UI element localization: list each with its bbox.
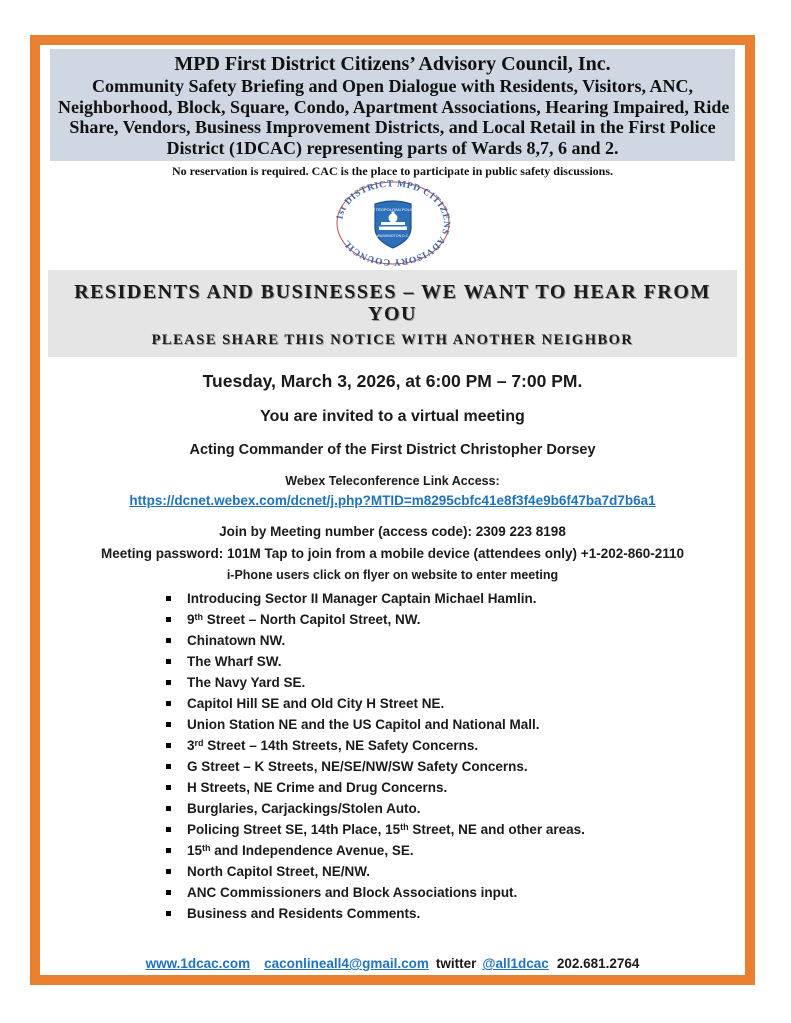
svg-text:WASHINGTON D.C.: WASHINGTON D.C. [376, 234, 409, 238]
list-item [166, 738, 737, 753]
header-subtitle-line-4: District (1DCAC) representing parts of Wards 8,7, 6 and 2. [166, 137, 619, 158]
banner-headline: RESIDENTS AND BUSINESSES – WE WANT TO HEAR FROM YOU [74, 281, 711, 325]
list-item-text: Introducing Sector II Manager Captain Michael Hamlin. [187, 591, 537, 606]
list-item-text: Union Station NE and the US Capitol and National Mall. [187, 717, 540, 732]
bullet-icon [166, 806, 171, 811]
list-item [166, 780, 737, 795]
bullet-icon [166, 701, 171, 706]
header-subtitle-line-3: Share, Vendors, Business Improvement Districts, and Local Retail in the First Police [69, 117, 716, 137]
no-reservation-note: No reservation is required. CAC is the place to participate in public safety discussions. [171, 164, 613, 178]
list-item [166, 822, 737, 837]
bullet-icon [166, 659, 171, 664]
header-box [50, 49, 735, 161]
list-item-text: 9th Street – North Capitol Street, NW. [187, 612, 421, 627]
svg-text:1st DISTRICT MPD CITIZENS ADVI: 1st DISTRICT MPD CITIZENS ADVISORY COUNCIL [334, 180, 451, 266]
bullet-icon [166, 890, 171, 895]
bullet-icon [166, 722, 171, 727]
join-meeting-number: Join by Meeting number (access code): 2309 223 8198 [219, 524, 566, 539]
webex-link[interactable]: https://dcnet.webex.com/dcnet/j.php?MTID=m8295cbfc41e8f3f4e9b6f47ba7d7b6a1 [129, 493, 656, 508]
twitter-handle-link[interactable]: @all1dcac [482, 956, 549, 971]
header-subtitle-line-1: Community Safety Briefing and Open Dialogue with Residents, Visitors, ANC, [91, 76, 694, 96]
bullet-icon [166, 827, 171, 832]
banner-subheadline: PLEASE SHARE THIS NOTICE WITH ANOTHER NEIGHBOR [151, 332, 634, 348]
list-item [166, 717, 737, 732]
page-title: MPD First District Citizens’ Advisory Council, Inc. [174, 53, 611, 75]
meeting-datetime: Tuesday, March 3, 2026, at 6:00 PM – 7:00 PM. [202, 371, 583, 391]
list-item [166, 654, 737, 669]
bullet-icon [166, 869, 171, 874]
list-item [166, 675, 737, 690]
list-item-text: Business and Residents Comments. [187, 906, 421, 921]
flyer-frame [30, 35, 755, 985]
list-item [166, 696, 737, 711]
list-item [166, 612, 737, 627]
meeting-password: Meeting password: 101M Tap to join from a mobile device (attendees only) +1-202-860-2110 [100, 546, 685, 561]
list-item-text: 15th and Independence Avenue, SE. [187, 843, 414, 858]
list-item-text: The Wharf SW. [187, 654, 282, 669]
logo-container [48, 180, 737, 266]
svg-text:METROPOLITAN POLICE: METROPOLITAN POLICE [368, 207, 417, 212]
phone-number: 202.681.2764 [556, 956, 640, 971]
bullet-icon [166, 848, 171, 853]
bullet-icon [166, 617, 171, 622]
list-item-text: The Navy Yard SE. [187, 675, 306, 690]
cac-seal-icon [334, 180, 452, 266]
list-item [166, 843, 737, 858]
bullet-icon [166, 638, 171, 643]
list-item [166, 906, 737, 921]
list-item-text: 3rd Street – 14th Streets, NE Safety Concerns. [187, 738, 479, 753]
list-item [166, 801, 737, 816]
bullet-icon [166, 764, 171, 769]
list-item-text: Chinatown NW. [187, 633, 286, 648]
list-item-text: ANC Commissioners and Block Associations input. [187, 885, 518, 900]
website-link[interactable]: www.1dcac.com [145, 956, 251, 971]
list-item-text: H Streets, NE Crime and Drug Concerns. [187, 780, 448, 795]
list-item [166, 864, 737, 879]
list-item [166, 885, 737, 900]
list-item [166, 633, 737, 648]
bullet-icon [166, 785, 171, 790]
twitter-label: twitter [435, 956, 477, 971]
footer [40, 956, 745, 971]
commander-text: Acting Commander of the First District Christopher Dorsey [189, 442, 596, 458]
list-item [166, 591, 737, 606]
residents-banner [48, 270, 737, 357]
list-item [166, 759, 737, 774]
flyer-content [40, 49, 745, 921]
webex-label: Webex Teleconference Link Access: [285, 474, 500, 488]
list-item-text: Policing Street SE, 14th Place, 15th Street, NE and other areas. [187, 822, 585, 837]
bullet-icon [166, 743, 171, 748]
list-item-text: Capitol Hill SE and Old City H Street NE. [187, 696, 445, 711]
bullet-icon [166, 911, 171, 916]
agenda-list [48, 591, 737, 921]
list-item-text: G Street – K Streets, NE/SE/NW/SW Safety Concerns. [187, 759, 528, 774]
bullet-icon [166, 680, 171, 685]
invite-text: You are invited to a virtual meeting [260, 408, 525, 425]
iphone-note: i-Phone users click on flyer on website to enter meeting [226, 568, 559, 582]
list-item-text: North Capitol Street, NE/NW. [187, 864, 371, 879]
list-item-text: Burglaries, Carjackings/Stolen Auto. [187, 801, 421, 816]
header-subtitle-line-2: Neighborhood, Block, Square, Condo, Apartment Associations, Hearing Impaired, Ride [58, 96, 730, 117]
bullet-icon [166, 596, 171, 601]
email-link[interactable]: caconlineall4@gmail.com [264, 956, 429, 971]
